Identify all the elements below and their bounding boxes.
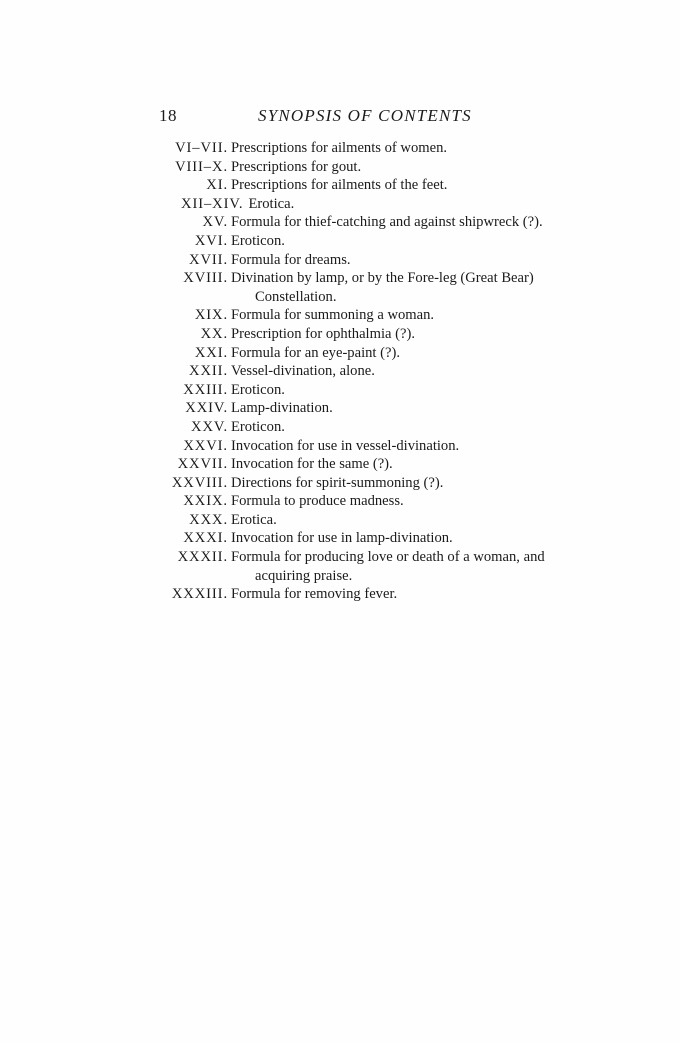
section-description: Invocation for use in lamp-divination. <box>231 530 453 547</box>
section-description: Directions for spirit-summoning (?). <box>231 474 444 491</box>
section-description: Formula for an eye-paint (?). <box>231 344 400 361</box>
section-number: XXXI. <box>183 530 228 547</box>
contents-entry <box>158 511 608 530</box>
contents-list <box>158 139 608 604</box>
section-description: Eroticon. <box>231 381 285 398</box>
contents-entry <box>158 195 608 214</box>
contents-entry <box>158 399 608 418</box>
section-number: XII–XIV. <box>181 195 244 212</box>
contents-entry <box>158 158 608 177</box>
section-number: XXII. <box>189 363 228 380</box>
section-description: Lamp-divination. <box>231 400 333 417</box>
section-description: Formula for thief-catching and against shipwreck (?). <box>231 214 543 231</box>
section-number: XI. <box>206 177 228 194</box>
contents-entry <box>158 325 608 344</box>
section-number: XXIV. <box>185 400 228 417</box>
section-description: Prescription for ophthalmia (?). <box>231 325 415 342</box>
contents-entry <box>158 176 608 195</box>
section-number: XXVII. <box>177 456 228 473</box>
contents-entry <box>158 474 608 493</box>
section-number: XXXIII. <box>171 586 228 603</box>
section-number: XXV. <box>191 418 228 435</box>
section-description: Invocation for the same (?). <box>231 456 393 473</box>
contents-entry <box>158 139 608 158</box>
section-description-continuation: acquiring praise. <box>255 567 353 584</box>
contents-entry <box>158 232 608 251</box>
section-number: XVII. <box>189 251 228 268</box>
section-number: XXXII. <box>177 549 228 566</box>
contents-entry <box>158 269 608 306</box>
contents-entry <box>158 492 608 511</box>
page-number: 18 <box>159 106 177 125</box>
section-number: XXIX. <box>183 493 228 510</box>
section-number: XX. <box>200 325 228 342</box>
contents-entry <box>158 362 608 381</box>
section-description: Formula for dreams. <box>231 251 351 268</box>
contents-entry <box>158 437 608 456</box>
running-head <box>159 106 599 130</box>
section-description: Formula to produce madness. <box>231 493 404 510</box>
section-description: Eroticon. <box>231 418 285 435</box>
section-description: Erotica. <box>231 511 277 528</box>
contents-entry <box>158 585 608 604</box>
section-number: XXVIII. <box>171 474 228 491</box>
section-number: XXI. <box>194 344 228 361</box>
section-number: XV. <box>202 214 228 231</box>
section-description: Erotica. <box>248 195 295 212</box>
section-number: XXVI. <box>183 437 228 454</box>
section-number: VIII–X. <box>175 158 228 175</box>
section-number: XXIII. <box>183 381 228 398</box>
section-description: Prescriptions for ailments of women. <box>231 140 448 156</box>
contents-entry <box>158 455 608 474</box>
section-number: XVIII. <box>183 270 228 287</box>
contents-entry <box>158 381 608 400</box>
contents-entry <box>158 344 608 363</box>
section-description: Prescriptions for ailments of the feet. <box>231 177 448 194</box>
section-description: Prescriptions for gout. <box>231 158 362 175</box>
section-description: Invocation for use in vessel-divination. <box>231 437 460 454</box>
section-description: Formula for removing fever. <box>231 586 398 603</box>
section-description: Vessel-divination, alone. <box>231 363 375 380</box>
contents-entry <box>158 529 608 548</box>
section-number: XIX. <box>194 307 228 324</box>
section-number: XXX. <box>189 511 228 528</box>
section-number: XVI. <box>194 232 228 249</box>
contents-entry <box>158 213 608 232</box>
section-description: Formula for summoning a woman. <box>231 307 435 324</box>
contents-entry <box>158 548 608 585</box>
contents-entry <box>158 251 608 270</box>
section-description: Formula for producing love or death of a woman, and <box>231 549 545 566</box>
contents-entry <box>158 418 608 437</box>
running-title: SYNOPSIS OF CONTENTS <box>258 106 472 125</box>
section-description-continuation: Constellation. <box>255 288 337 305</box>
contents-entry <box>158 306 608 325</box>
section-number: VI–VII. <box>175 140 228 156</box>
section-description: Eroticon. <box>231 232 285 249</box>
section-description: Divination by lamp, or by the Fore-leg (Great Bear) <box>231 270 534 287</box>
